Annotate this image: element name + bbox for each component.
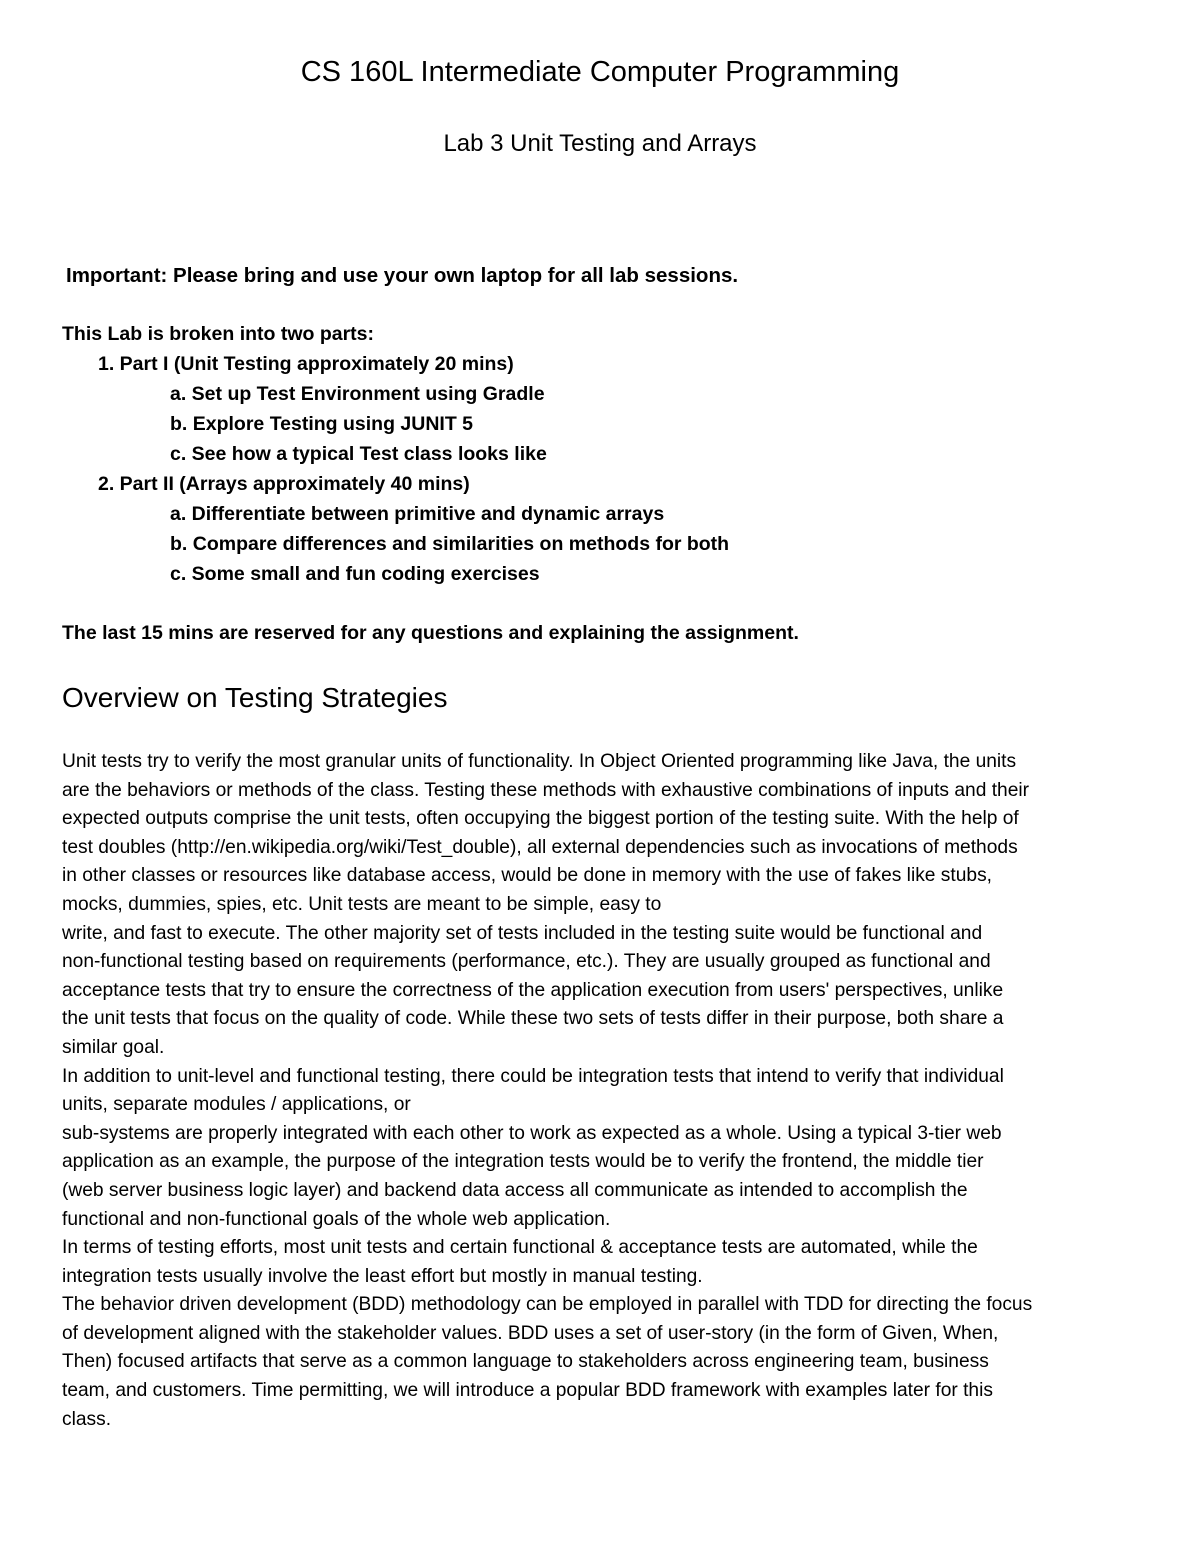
body-line: sub-systems are properly integrated with each other to work as expected as a whole. Using a typical 3-tier web	[62, 1122, 1002, 1144]
body-line: non-functional testing based on requirements (performance, etc.). They are usually grouped as functional and	[62, 951, 991, 973]
section-heading: Overview on Testing Strategies	[62, 682, 448, 713]
body-line: functional and non-functional goals of the whole web application.	[62, 1208, 611, 1230]
body-line: the unit tests that focus on the quality of code. While these two sets of tests differ in their purpose, both share a	[62, 1008, 1004, 1030]
important-note: Important: Please bring and use your own laptop for all lab sessions.	[66, 264, 739, 287]
part-2-item: c. Some small and fun coding exercises	[170, 563, 540, 585]
body-line: Unit tests try to verify the most granular units of functionality. In Object Oriented programming like Java, the units	[62, 751, 1017, 772]
part-2-item: a. Differentiate between primitive and dynamic arrays	[170, 503, 665, 525]
body-line: class.	[62, 1408, 112, 1430]
body-line: are the behaviors or methods of the class. Testing these methods with exhaustive combinations of inputs and their	[62, 779, 1030, 801]
part-2-item: b. Compare differences and similarities on methods for both	[170, 533, 730, 555]
lab-parts-intro: This Lab is broken into two parts:	[62, 323, 375, 345]
body-line: test doubles (http://en.wikipedia.org/wiki/Test_double), all external dependencies such as invocations of methods	[62, 836, 1018, 858]
body-line: of development aligned with the stakeholder values. BDD uses a set of user-story (in the form of Given, When,	[62, 1322, 999, 1344]
document-subtitle: Lab 3 Unit Testing and Arrays	[443, 130, 757, 157]
body-line: expected outputs comprise the unit tests, often occupying the biggest portion of the testing suite. With the help of	[62, 808, 1019, 830]
document-title: CS 160L Intermediate Computer Programming	[300, 56, 900, 88]
body-line: (web server business logic layer) and backend data access all communicate as intended to accomplish the	[62, 1179, 968, 1201]
part-1-label: 1. Part I (Unit Testing approximately 20 mins)	[98, 353, 514, 375]
body-paragraph	[62, 748, 1162, 1434]
body-line: units, separate modules / applications, or	[62, 1094, 411, 1116]
body-line: In addition to unit-level and functional testing, there could be integration tests that intend to verify that individual	[62, 1065, 1004, 1087]
body-line: The behavior driven development (BDD) methodology can be employed in parallel with TDD for directing the focus	[62, 1294, 1033, 1316]
body-line: integration tests usually involve the least effort but mostly in manual testing.	[62, 1265, 703, 1287]
body-line: similar goal.	[62, 1036, 165, 1058]
body-line: application as an example, the purpose of the integration tests would be to verify the frontend, the middle tier	[62, 1151, 984, 1173]
body-line: team, and customers. Time permitting, we will introduce a popular BDD framework with examples later for this	[62, 1380, 993, 1402]
body-line: mocks, dummies, spies, etc. Unit tests are meant to be simple, easy to	[62, 893, 662, 915]
body-line: acceptance tests that try to ensure the correctness of the application execution from users' perspectives, unlike	[62, 979, 1004, 1001]
part-1-item: a. Set up Test Environment using Gradle	[170, 383, 545, 405]
part-2-label: 2. Part II (Arrays approximately 40 mins)	[98, 473, 470, 495]
body-line: write, and fast to execute. The other majority set of tests included in the testing suite would be functional and	[62, 922, 983, 944]
body-line: In terms of testing efforts, most unit tests and certain functional & acceptance tests are automated, while the	[62, 1237, 978, 1259]
closing-note: The last 15 mins are reserved for any questions and explaining the assignment.	[62, 622, 799, 644]
body-line: in other classes or resources like database access, would be done in memory with the use of fakes like stubs,	[62, 865, 992, 887]
part-1-item: b. Explore Testing using JUNIT 5	[170, 413, 474, 435]
body-line: Then) focused artifacts that serve as a common language to stakeholders across engineering team, business	[62, 1351, 989, 1373]
part-1-item: c. See how a typical Test class looks like	[170, 443, 547, 465]
